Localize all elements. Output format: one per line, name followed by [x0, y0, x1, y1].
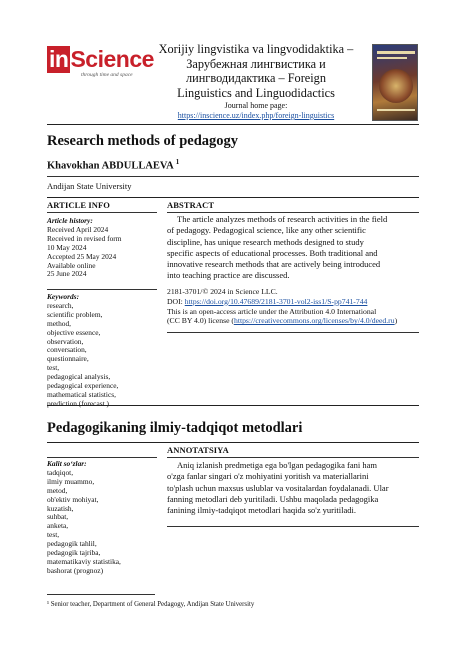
keywords-block — [47, 293, 157, 409]
doi-label: DOI: — [167, 296, 183, 306]
journal-home-label: Journal home page: — [224, 101, 288, 110]
uzbek-keyword-item: kuzatish, — [47, 503, 74, 513]
annotatsiya-line: to'plash uchun maxsus uslublar va vositalardan foydalanadi. Ular — [167, 482, 389, 493]
info-top-divider — [47, 197, 419, 198]
uzbek-keyword-item: suhbat, — [47, 512, 69, 522]
license-line: This is an open-access article under the Attribution 4.0 International — [167, 306, 377, 316]
publication-meta — [167, 287, 419, 326]
logo-prefix: in — [49, 46, 69, 72]
history-item: Available online — [47, 260, 96, 270]
journal-title-line: лингводидактика – Foreign — [186, 71, 326, 86]
author-affiliation: Andijan State University — [47, 181, 132, 191]
keyword-item: conversation, — [47, 345, 87, 355]
annotatsiya-line: Aniq izlanish predmetiga ega bo'lgan pedagogika fani ham — [177, 460, 378, 470]
annotatsiya-line: fanining ilmiy-tadqiqot metodlari haqida so'z yuritiladi. — [167, 505, 356, 516]
annotatsiya-line: fanning metodlari deb yuritiladi. Ushbu maqolada pedagogika — [167, 493, 379, 504]
journal-title — [142, 42, 370, 100]
author-name — [47, 158, 179, 172]
keyword-item: pedagogical analysis, — [47, 372, 111, 382]
annotatsiya-heading: ANNOTATSIYA — [167, 445, 229, 455]
uzbek-keywords-rule — [47, 457, 157, 458]
journal-title-line: Xorijiy lingvistika va lingvodidaktika – — [158, 42, 354, 56]
footnote-separator — [47, 594, 155, 595]
english-section-end-divider — [47, 405, 419, 406]
uzbek-keyword-item: test, — [47, 530, 60, 540]
abstract-line: into teaching practice are discussed. — [167, 270, 290, 281]
author-name-text: Khavokhan ABDULLAEVA — [47, 160, 174, 172]
footnote: ¹ Senior teacher, Department of General Pedagogy, Andijan State University — [47, 601, 255, 608]
license-prefix: (CC BY 4.0) license ( — [167, 316, 234, 326]
uzbek-keyword-item: ilmiy muammo, — [47, 476, 95, 486]
logo-suffix: Science — [70, 46, 154, 72]
article-info-heading: ARTICLE INFO — [47, 200, 111, 210]
issn-line: 2181-3701/© 2024 in Science LLC. — [167, 287, 278, 296]
author-footnote-mark: 1 — [175, 158, 180, 166]
keyword-item: mathematical statistics, — [47, 389, 116, 399]
journal-cover-image — [372, 44, 418, 121]
journal-logo — [47, 46, 154, 87]
history-item: Accepted 25 May 2024 — [47, 251, 117, 261]
keyword-item: method, — [47, 318, 72, 328]
uzbek-keyword-item: pedagogik tahlil, — [47, 539, 97, 549]
license-line — [167, 316, 419, 326]
uzbek-keyword-item: ob'ektiv mohiyat, — [47, 494, 99, 504]
license-link[interactable]: https://creativecommons.org/licenses/by/4.0/deed.ru — [233, 316, 395, 326]
abstract-line: innovative research methods that are actively being introduced — [167, 259, 381, 270]
keyword-item: pedagogical experience, — [47, 381, 119, 391]
keywords-label: Keywords: — [47, 292, 80, 301]
history-rule — [47, 289, 157, 290]
abstract-heading: ABSTRACT — [167, 200, 215, 210]
abstract-text — [167, 214, 419, 282]
uzbek-keyword-item: matematikaviy statistika, — [47, 556, 121, 566]
annotatsiya-bottom-rule — [167, 526, 419, 527]
logo-tagline: through time and space — [81, 72, 133, 78]
abstract-bottom-rule — [167, 332, 419, 333]
uzbek-keyword-item: metod, — [47, 485, 68, 495]
journal-title-line: Зарубежная лингвистика и — [186, 56, 326, 71]
uzbek-title: Pedagogikaning ilmiy-tadqiqot metodlari — [47, 420, 303, 436]
doi-link[interactable]: https://doi.org/10.47689/2181-3701-vol2-iss1/S-pp741-744 — [184, 296, 368, 306]
journal-title-line: Linguistics and Linguodidactics — [177, 85, 335, 100]
keyword-item: objective essence, — [47, 327, 101, 337]
abstract-line: discipline, has unique research methods designed to study — [167, 236, 364, 247]
article-history — [47, 217, 157, 279]
uzbek-keyword-item: tadqiqot, — [47, 467, 74, 477]
article-info-rule — [47, 212, 157, 213]
uzbek-keyword-item: pedagogik tajriba, — [47, 548, 101, 558]
author-divider — [47, 176, 419, 177]
keyword-item: questionnaire, — [47, 354, 89, 364]
annotatsiya-rule — [167, 457, 419, 458]
header-divider — [47, 124, 419, 125]
keyword-item: test, — [47, 363, 60, 373]
keyword-item: scientific problem, — [47, 309, 103, 319]
annotatsiya-text — [167, 460, 419, 516]
history-item: Received in revised form — [47, 233, 122, 243]
article-history-label: Article history: — [47, 216, 93, 225]
history-item: Received April 2024 — [47, 224, 109, 234]
abstract-line: specific aspects of educational processes. Both traditional and — [167, 247, 378, 258]
abstract-line: of pedagogy. Pedagogical science, like any other scientific — [167, 225, 366, 236]
license-suffix: ) — [394, 316, 398, 326]
keyword-item: research, — [47, 300, 74, 310]
abstract-rule — [167, 212, 419, 213]
history-item: 10 May 2024 — [47, 242, 87, 252]
uzbek-keywords-label: Kalit so‘zlar: — [47, 459, 87, 468]
uzbek-top-divider — [47, 442, 419, 443]
keyword-item: observation, — [47, 336, 84, 346]
logo-wordmark — [47, 46, 154, 72]
history-item: 25 June 2024 — [47, 269, 87, 279]
abstract-line: The article analyzes methods of research activities in the field — [177, 214, 388, 224]
uzbek-keyword-item: bashorat (prognoz) — [47, 565, 104, 575]
keyword-item: prediction (forecast ) — [47, 398, 109, 408]
doi-line — [167, 297, 419, 307]
journal-home-link[interactable]: https://inscience.uz/index.php/foreign-linguistics — [177, 111, 335, 120]
uzbek-keyword-item: anketa, — [47, 521, 69, 531]
article-title: Research methods of pedagogy — [47, 133, 239, 149]
uzbek-keywords-block — [47, 460, 157, 576]
annotatsiya-line: o'zga fanlar singari o'z mohiyatini yoritish va materiallarini — [167, 471, 369, 482]
